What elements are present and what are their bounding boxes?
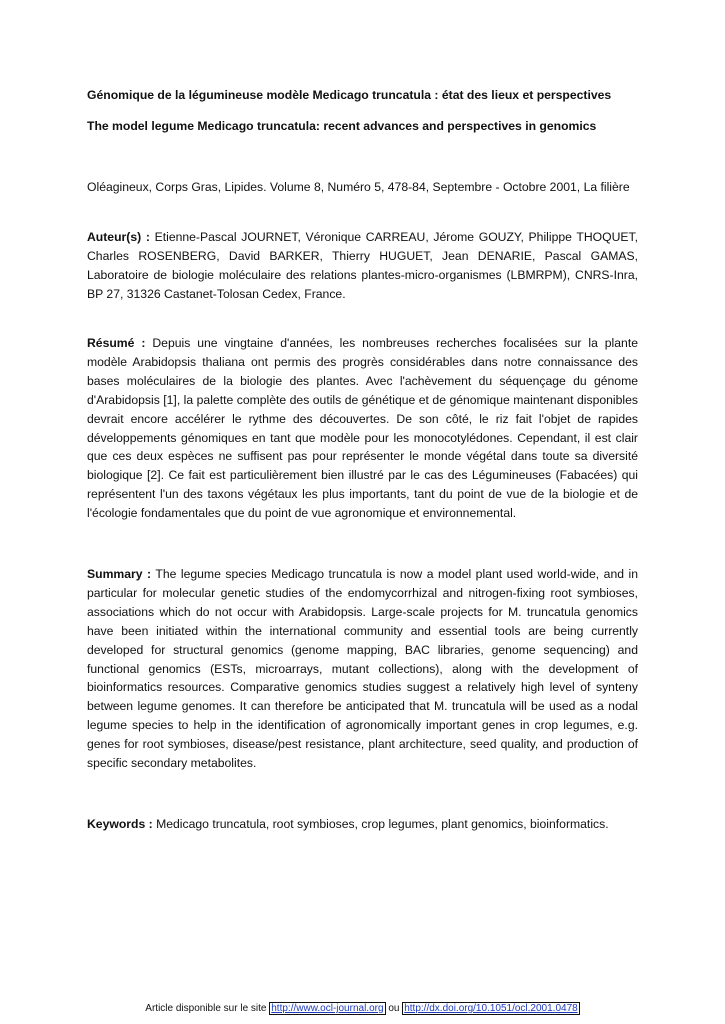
footer: [0, 1003, 725, 1015]
authors-text: Etienne-Pascal JOURNET, Véronique CARREAU, Jérome GOUZY, Philippe THOQUET, Charles ROSENBERG, David BARKER, Thierry HUGUET, Jean DENARIE, Pascal GAMAS, Laboratoire de biologie moléculaire des relations plantes-micro-organismes (LBMRPM), CNRS-Inra, BP 27, 31326 Castanet-Tolosan Cedex, France.: [87, 230, 638, 301]
keywords-paragraph: [87, 815, 638, 834]
doi-link[interactable]: http://dx.doi.org/10.1051/ocl.2001.0478: [404, 1003, 578, 1014]
title-english: The model legume Medicago truncatula: recent advances and perspectives in genomics: [87, 119, 597, 133]
title-french: Génomique de la légumineuse modèle Medicago truncatula : état des lieux et perspectives: [87, 88, 612, 102]
resume-paragraph: [87, 334, 638, 523]
summary-paragraph: [87, 565, 638, 773]
footer-prefix: Article disponible sur le site: [145, 1003, 267, 1014]
authors-paragraph: [87, 228, 638, 304]
resume-label: Résumé :: [87, 336, 146, 350]
keywords-text: Medicago truncatula, root symbioses, crop legumes, plant genomics, bioinformatics.: [156, 817, 609, 831]
summary-label: Summary :: [87, 567, 152, 581]
authors-label: Auteur(s) :: [87, 230, 150, 244]
summary-text: The legume species Medicago truncatula is now a model plant used world-wide, and in particular for molecular genetic studies of the endomycorrhizal and nitrogen-fixing root symbioses, associations which do not occur with Arabidopsis. Large-scale projects for M. truncatula genomics have been initiated within the international community and essential tools are being currently developed for structural genomics (genome mapping, BAC libraries, genome sequencing) and functional genomics (ESTs, microarrays, mutant collections), along with the development of bioinformatics resources. Comparative genomics studies suggest a relatively high level of synteny between legume genomes. It can therefore be anticipated that M. truncatula will be used as a nodal legume species to help in the identification of agronomically important genes in crop legumes, e.g. genes for root symbioses, disease/pest resistance, plant architecture, seed quality, and production of specific secondary metabolites.: [87, 567, 638, 771]
footer-middle: ou: [388, 1003, 400, 1014]
citation: Oléagineux, Corps Gras, Lipides. Volume 8, Numéro 5, 478-84, Septembre - Octobre 2001, La filière: [87, 180, 630, 194]
keywords-label: Keywords :: [87, 817, 153, 831]
resume-text: Depuis une vingtaine d'années, les nombreuses recherches focalisées sur la plante modèle Arabidopsis thaliana ont permis des progrès considérables dans notre connaissance des bases moléculaires de la biologie des plantes. Avec l'achèvement du séquençage du génome d'Arabidopsis [1], la palette complète des outils de génétique et de génomique maintenant disponibles devrait encore accélérer le rythme des découvertes. De son côté, le riz fait l'objet de rapides développements génomiques en tant que modèle pour les monocotylédones. Cependant, il est clair que ces deux espèces ne suffisent pas pour représenter le monde végétal dans toute sa diversité biologique [2]. Ce fait est particulièrement bien illustré par le cas des Légumineuses (Fabacées) qui représentent l'un des taxons végétaux les plus importants, tant du point de vue de la biologie et de l'écologie fondamentales que du point de vue agronomique et environnemental.: [87, 336, 638, 521]
ocl-journal-link[interactable]: http://www.ocl-journal.org: [271, 1003, 384, 1014]
